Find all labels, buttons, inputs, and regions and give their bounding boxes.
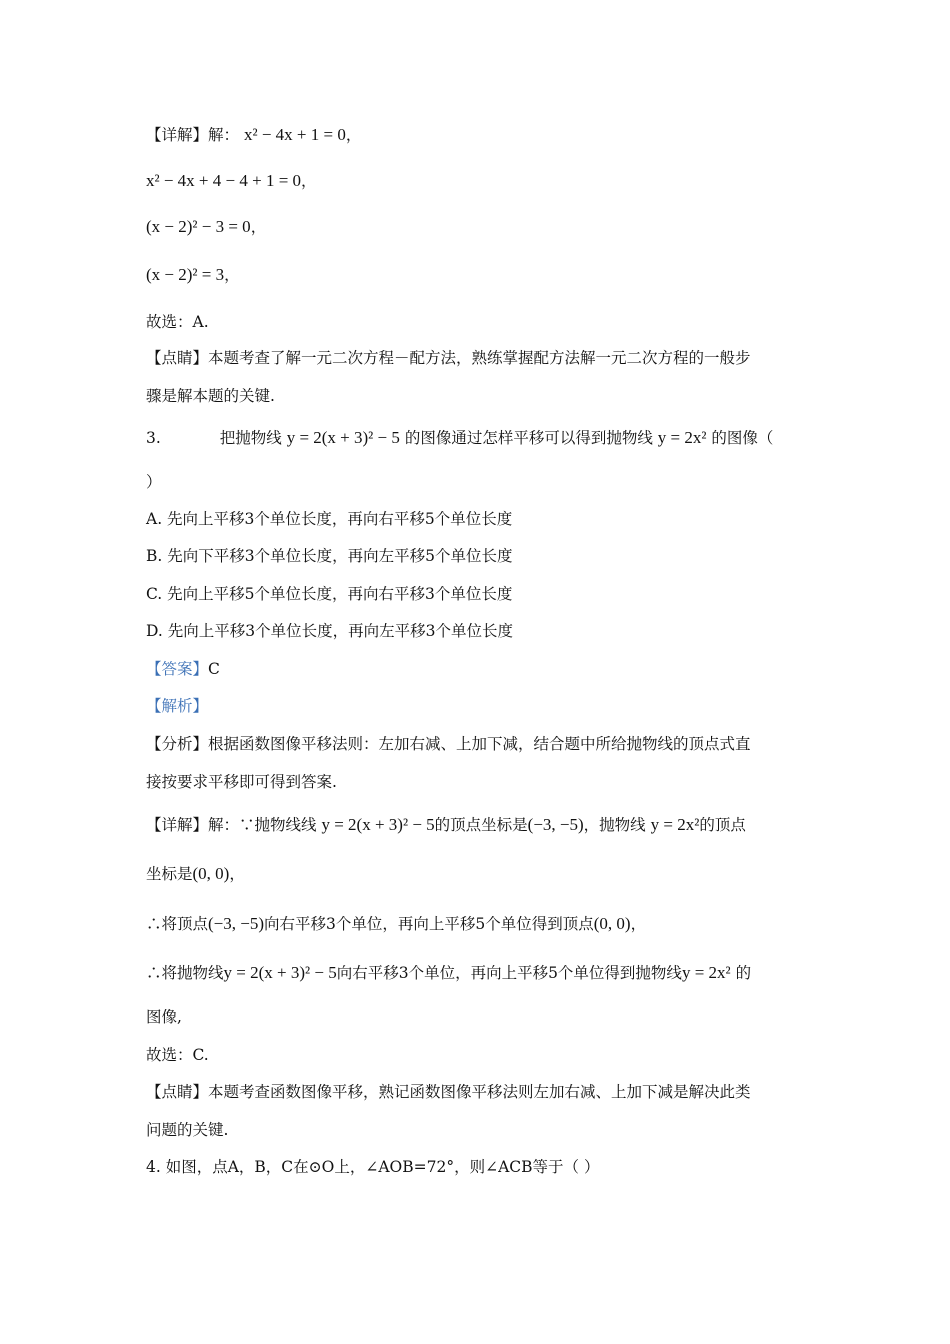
equation-1: x² − 4x + 1 = 0 — [243, 125, 346, 144]
equation-3: (x − 2)² − 3 = 0 — [146, 217, 251, 236]
detail-line-2: x² − 4x + 4 − 4 + 1 = 0， — [146, 171, 317, 190]
q3-comment-line-1: 【点睛】本题考查函数图像平移，熟记函数图像平移法则左加右减、上加下减是解决此类 — [146, 1083, 751, 1101]
parabola-equation-b: y = 2x² — [657, 428, 707, 447]
choice-line: 故选：A. — [146, 313, 209, 331]
fenxi-line-1: 【分析】根据函数图像平移法则：左加右减、上加下减，结合题中所给抛物线的顶点式直 — [146, 735, 751, 753]
answer-tag: 【答案】 — [146, 660, 209, 678]
q3-detail-line-1: 【详解】解：∵抛物线线 y = 2(x + 3)² − 5的顶点坐标是(−3, −5)，抛物线 y = 2x²的顶点 — [146, 815, 746, 834]
option-d: D. 先向上平移3个单位长度，再向左平移3个单位长度 — [146, 622, 513, 640]
answer-value: C — [208, 660, 220, 678]
equation-4: (x − 2)² = 3 — [146, 265, 225, 284]
q3-comment-line-2: 问题的关键. — [146, 1121, 229, 1139]
option-b: B. 先向下平移3个单位长度，再向左平移5个单位长度 — [146, 547, 513, 565]
q3-choice-line: 故选：C. — [146, 1046, 209, 1064]
question-3-stem-end: ） — [146, 473, 162, 491]
answer-line — [146, 658, 220, 680]
comment-tag: 【点睛】 — [146, 1083, 209, 1101]
detail-line-3: (x − 2)² − 3 = 0， — [146, 217, 267, 236]
equation-2: x² − 4x + 4 − 4 + 1 = 0 — [146, 171, 302, 190]
detail-line-4: (x − 2)² = 3， — [146, 265, 240, 284]
question-number: 3. — [146, 429, 161, 447]
question-3-stem: 3. 把抛物线 y = 2(x + 3)² − 5 的图像通过怎样平移可以得到抛物线 y = 2x² 的图像（ — [146, 428, 774, 447]
detail-tag: 【详解】 — [146, 126, 209, 144]
q3-detail-line-2: 坐标是(0, 0)， — [146, 864, 245, 883]
detail-tag: 【详解】 — [146, 816, 209, 834]
detail-line-1: 【详解】解： x² − 4x + 1 = 0， — [146, 125, 362, 144]
comment-line-2: 骤是解本题的关键. — [146, 387, 275, 405]
q3-detail-line-5: 图像, — [146, 1008, 182, 1026]
option-a: A. 先向上平移3个单位长度，再向右平移5个单位长度 — [146, 510, 513, 528]
comment-tag: 【点睛】 — [146, 349, 209, 367]
fenxi-line-2: 接按要求平移即可得到答案. — [146, 773, 337, 791]
question-4-stem: 4. 如图，点A，B，C在⊙O上，∠AOB=72°，则∠ACB等于（ ） — [146, 1158, 600, 1176]
option-c: C. 先向上平移5个单位长度，再向右平移3个单位长度 — [146, 585, 513, 603]
analysis-tag: 【解析】 — [146, 697, 209, 715]
q3-detail-line-4: ∴将抛物线y = 2(x + 3)² − 5向右平移3个单位，再向上平移5个单位得到抛物线y = 2x² 的 — [146, 963, 752, 982]
parabola-equation-a: y = 2(x + 3)² − 5 — [286, 428, 400, 447]
q3-detail-line-3: ∴将顶点(−3, −5)向右平移3个单位，再向上平移5个单位得到顶点(0, 0)， — [146, 914, 647, 933]
comment-line-1: 【点睛】本题考查了解一元二次方程－配方法，熟练掌握配方法解一元二次方程的一般步 — [146, 349, 751, 367]
fenxi-tag: 【分析】 — [146, 735, 209, 753]
